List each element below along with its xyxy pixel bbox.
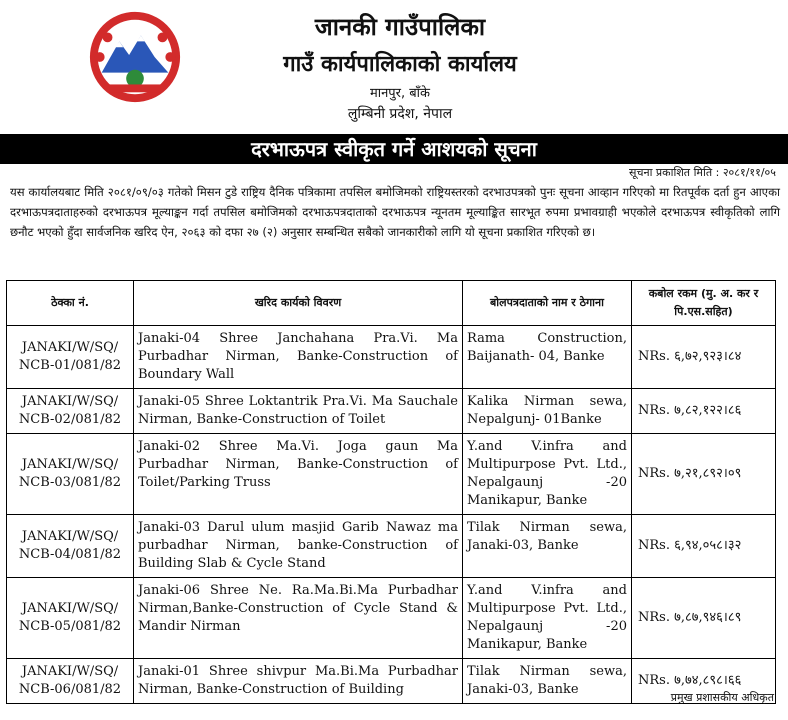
bid-table [6, 280, 776, 704]
header-office-name: गाउँ कार्यपालिकाको कार्यालय [283, 52, 517, 77]
col-contract-no: ठेक्का नं. [7, 281, 134, 326]
col-amount: कबोल रकम (मु. अ. कर र पि.एस.सहित) [632, 281, 776, 326]
bid-amount: NRs. ७,७४,८९८।६६ [632, 659, 776, 704]
table-row [7, 578, 776, 659]
bidder-name: Y.and V.infra and Multipurpose Pvt. Ltd., Nepalgaunj -20 Manikapur, Banke [463, 434, 632, 515]
bid-amount: NRs. ७,२१,८९२।०९ [632, 434, 776, 515]
contract-no: JANAKI/W/SQ/ NCB-04/081/82 [7, 515, 134, 578]
bidder-name: Y.and V.infra and Multipurpose Pvt. Ltd., Nepalgaunj -20 Manikapur, Banke [463, 578, 632, 659]
notice-title-banner: दरभाऊपत्र स्वीकृत गर्ने आशयको सूचना [0, 134, 788, 164]
work-description: Janaki-04 Shree Janchahana Pra.Vi. Ma Purbadhar Nirman, Banke-Construction of Boundary Wall [134, 326, 463, 389]
bid-amount: NRs. ७,८२,१२२।८६ [632, 389, 776, 434]
col-description: खरिद कार्यको विवरण [134, 281, 463, 326]
col-bidder: बोलपत्रदाताको नाम र ठेगाना [463, 281, 632, 326]
table-row [7, 434, 776, 515]
contract-no: JANAKI/W/SQ/ NCB-01/081/82 [7, 326, 134, 389]
intro-paragraph: यस कार्यालयबाट मिति २०८१/०९/०३ गतेको मिसन टुडे राष्ट्रिय दैनिक पत्रिकामा तपसिल बमोजिमको राष्ट्रियस्तरको दरभाउपत्रको पुनः सूचना आव्हान गरिएको मा रितपूर्वक दर्ता हुन आएका दरभाऊपत्रदाताहरुको दरभाऊपत्र मूल्याङ्कन गर्दा तपसिल बमोजिमको दरभाऊपत्रदाताको दरभाऊपत्र न्यूनतम मूल्याङ्कित सारभूत रुपमा प्रभावग्राही भएकोले दरभाऊपत्र स्वीकृतिको लागि छनौट भएको हुँदा सार्वजनिक खरिद ऐन, २०६३ को दफा २७ (२) अनुसार सम्बन्धित सबैको जानकारीको लागि यो सूचना प्रकाशित गरिएको छ। [10, 185, 780, 239]
publish-date: सूचना प्रकाशित मिति : २०८१/११/०५ [629, 166, 776, 179]
signoff-title: प्रमुख प्रशासकीय अधिकृत [670, 691, 774, 704]
header-municipality-name: जानकी गाउँपालिका [314, 13, 486, 41]
work-description: Janaki-02 Shree Ma.Vi. Joga gaun Ma Purbadhar Nirman, Banke-Construction of Toilet/Parking Truss [134, 434, 463, 515]
bidder-name: Tilak Nirman sewa, Janaki-03, Banke [463, 515, 632, 578]
contract-no: JANAKI/W/SQ/ NCB-03/081/82 [7, 434, 134, 515]
table-row [7, 515, 776, 578]
header-province: लुम्बिनी प्रदेश, नेपाल [347, 106, 453, 122]
header-location: मानपुर, बाँके [369, 86, 431, 101]
table-row [7, 389, 776, 434]
table-row [7, 326, 776, 389]
work-description: Janaki-03 Darul ulum masjid Garib Nawaz ma purbadhar Nirman, banke-Construction of Building Slab & Cycle Stand [134, 515, 463, 578]
bid-amount: NRs. ७,८७,९४६।८९ [632, 578, 776, 659]
table-row [7, 659, 776, 704]
bid-amount: NRs. ६,९४,०५८।३२ [632, 515, 776, 578]
bid-amount: NRs. ६,७२,९२३।८४ [632, 326, 776, 389]
work-description: Janaki-05 Shree Loktantrik Pra.Vi. Ma Sauchale Nirman, Banke-Construction of Toilet [134, 389, 463, 434]
table-header-row [7, 281, 776, 326]
bidder-name: Tilak Nirman sewa, Janaki-03, Banke [463, 659, 632, 704]
nepal-emblem-icon [86, 8, 184, 106]
contract-no: JANAKI/W/SQ/ NCB-05/081/82 [7, 578, 134, 659]
bidder-name: Kalika Nirman sewa, Nepalgunj- 01Banke [463, 389, 632, 434]
work-description: Janaki-06 Shree Ne. Ra.Ma.Bi.Ma Purbadhar Nirman,Banke-Construction of Cycle Stand & Mandir Nirman [134, 578, 463, 659]
work-description: Janaki-01 Shree shivpur Ma.Bi.Ma Purbadhar Nirman, Banke-Construction of Building [134, 659, 463, 704]
bidder-name: Rama Construction, Baijanath- 04, Banke [463, 326, 632, 389]
contract-no: JANAKI/W/SQ/ NCB-06/081/82 [7, 659, 134, 704]
contract-no: JANAKI/W/SQ/ NCB-02/081/82 [7, 389, 134, 434]
